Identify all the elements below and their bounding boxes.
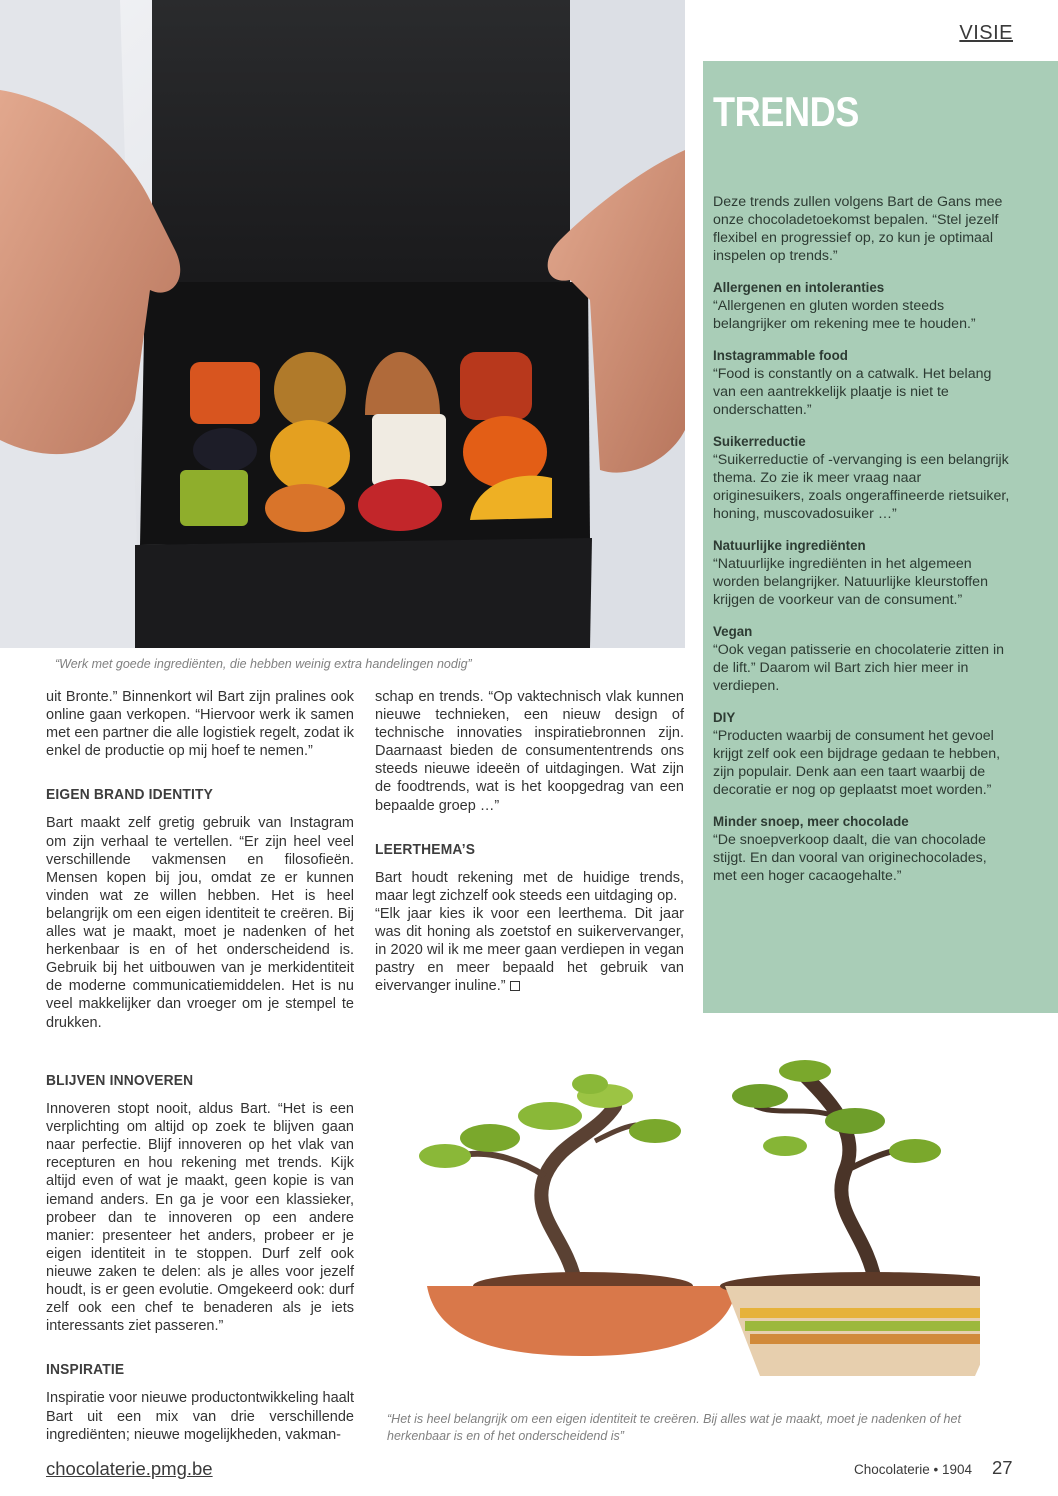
- bonsai-illustration: [365, 1046, 980, 1406]
- trend-text: “Natuurlijke ingrediënten in het algemeen worden belangrijker. Natuurlijke kleurstoffen krijgen de voorkeur van de consument.”: [713, 556, 988, 608]
- page-number: 27: [992, 1457, 1013, 1478]
- trend-heading: Instagrammable food: [713, 348, 848, 364]
- end-mark-icon: [510, 981, 520, 991]
- paragraph: schap en trends. “Op vaktechnisch vlak kunnen nieuwe technieken, een nieuw design of technische innovaties inspiratiebronnen zijn. Daarnaast bieden de consumententrends ons steeds nieuwe ideeën of uitdagingen. Wat zijn de foodtrends, wat is het koopgedrag van een bepaalde groep …”: [375, 689, 684, 814]
- pralines-illustration: [0, 0, 685, 648]
- trend-text: “Suikerreductie of -vervanging is een belangrijk thema. Zo zie ik meer vraag naar originesuikers, zoals ongeraffineerde rietsuiker, honing, muscovadosuiker …”: [713, 452, 1010, 522]
- photo-caption-bottom: “Het is heel belangrijk om een eigen identiteit te creëren. Bij alles wat je maakt, moet je nadenken of het herkenbaar is en of het onderscheidend is”: [387, 1412, 961, 1443]
- trend-item: [713, 433, 1012, 523]
- trend-heading: Suikerreductie: [713, 434, 806, 450]
- trend-heading: Natuurlijke ingrediënten: [713, 538, 866, 554]
- paragraph-text: “Elk jaar kies ik voor een leerthema. Dit jaar was dit honing als zoetstof en suikervervanger, in 2020 wil ik me meer gaan verdiepen in vegan pastry en meer bepaald het gebruik van eivervanger inuline.”: [375, 905, 684, 995]
- trend-text: “Allergenen en gluten worden steeds belangrijker om rekening mee te houden.”: [713, 298, 976, 332]
- trend-text: “De snoepverkoop daalt, die van chocolade stijgt. En dan vooral van originechocolades, met een hoger cacaogehalte.”: [713, 832, 987, 884]
- trend-item: [713, 347, 1012, 419]
- trend-heading: Vegan: [713, 624, 753, 640]
- trend-heading: Minder snoep, meer chocolade: [713, 814, 909, 830]
- bonsai-photo: [365, 1046, 980, 1406]
- trend-item: [713, 279, 1012, 333]
- paragraph: uit Bronte.” Binnenkort wil Bart zijn pralines ook online gaan verkopen. “Hiervoor werk ik samen met een partner die alle logistiek regelt, zodat ik enkel de productie op mij hoef te nemen.”: [46, 689, 354, 760]
- heading-leerthemas: LEERTHEMA’S: [375, 840, 476, 858]
- heading-blijven-innoveren: BLIJVEN INNOVEREN: [46, 1072, 194, 1089]
- paragraph: Bart houdt rekening met de huidige trends, maar legt zichzelf ook steeds een uitdaging op.: [375, 869, 684, 904]
- article-column-2: [375, 688, 684, 995]
- article-column-1-bottom: [46, 1072, 354, 1444]
- trend-heading: DIY: [713, 710, 736, 726]
- trend-text: “Food is constantly on a catwalk. Het belang van een aantrekkelijk plaatje is niet te onderschatten.”: [713, 366, 992, 418]
- paragraph: Bart maakt zelf gretig gebruik van Instagram om zijn verhaal te vertellen. “Er zijn heel veel verschillende vakmensen en filosofieën. Mensen kopen bij jou, omdat ze er kunnen vinden wat ze willen hebben. Het is heel belangrijk om een eigen identiteit te creëren. Bij alles wat je maakt, moet je nadenken of het herkenbaar is en of het onderscheidend is. Gebruik bij het uitbouwen van je merkidentiteit de moderne communicatiemiddelen. Het is nu veel makkelijker dan vroeger om je stempel te drukken.: [46, 815, 354, 1031]
- trends-title: TRENDS: [713, 88, 859, 135]
- trend-heading: Allergenen en intoleranties: [713, 280, 885, 296]
- trend-item: [713, 709, 1012, 799]
- heading-brand-identity: EIGEN BRAND IDENTITY: [46, 786, 213, 804]
- photo-caption-top: “Werk met goede ingrediënten, die hebben weinig extra handelingen nodig”: [55, 657, 472, 671]
- pralines-photo: [0, 0, 685, 648]
- paragraph: Innoveren stopt nooit, aldus Bart. “Het is een verplichting om altijd op zoek te blijven gaan naar perfectie. Blijf innoveren op het vlak van recepturen en hou rekening met trends. Kijk altijd even of wat je maakt, geen kopie is van iemand anders. En ga je voor een klassieker, probeer dan te innoveren op een andere manier: presenteer het anders, probeer er je eigen identiteit in te stoppen. Durf zelf ook nieuwe zaken te delen: als je alles voor jezelf houdt, is er geen evolutie. Omgekeerd ook: durf zelf ook een chef te benaderen als je iets interessants ziet passeren.”: [46, 1101, 354, 1335]
- article-column-1: [46, 688, 354, 1032]
- trend-item: [713, 537, 1012, 609]
- trend-item: [713, 623, 1012, 695]
- trend-text: “Producten waarbij de consument het gevoel krijgt zelf ook een bijdrage gedaan te hebben, zijn populair. Denk aan een taart waarbij de decoratie er nog op geplaatst moet worden.”: [713, 728, 1001, 798]
- trend-text: “Ook vegan patisserie en chocolaterie zitten in de lift.” Daarom wil Bart zich hier meer in verdiepen.: [713, 642, 1005, 694]
- section-label: VISIE: [959, 22, 1013, 44]
- trends-intro: Deze trends zullen volgens Bart de Gans mee onze chocoladetoekomst bepalen. “Stel jezelf flexibel en progressief op, zo kun je optimaal inspelen op trends.”: [713, 194, 1003, 264]
- paragraph-with-end-mark: [375, 905, 684, 995]
- magazine-issue: Chocolaterie • 1904: [854, 1462, 973, 1477]
- trend-item: [713, 813, 1012, 885]
- paragraph: Inspiratie voor nieuwe productontwikkeling haalt Bart uit een mix van drie verschillende ingrediënten; nieuwe mogelijkheden, vakman-: [46, 1390, 354, 1443]
- website-link[interactable]: chocolaterie.pmg.be: [46, 1458, 213, 1479]
- heading-inspiratie: INSPIRATIE: [46, 1361, 125, 1379]
- trends-sidebar: [703, 61, 1058, 1013]
